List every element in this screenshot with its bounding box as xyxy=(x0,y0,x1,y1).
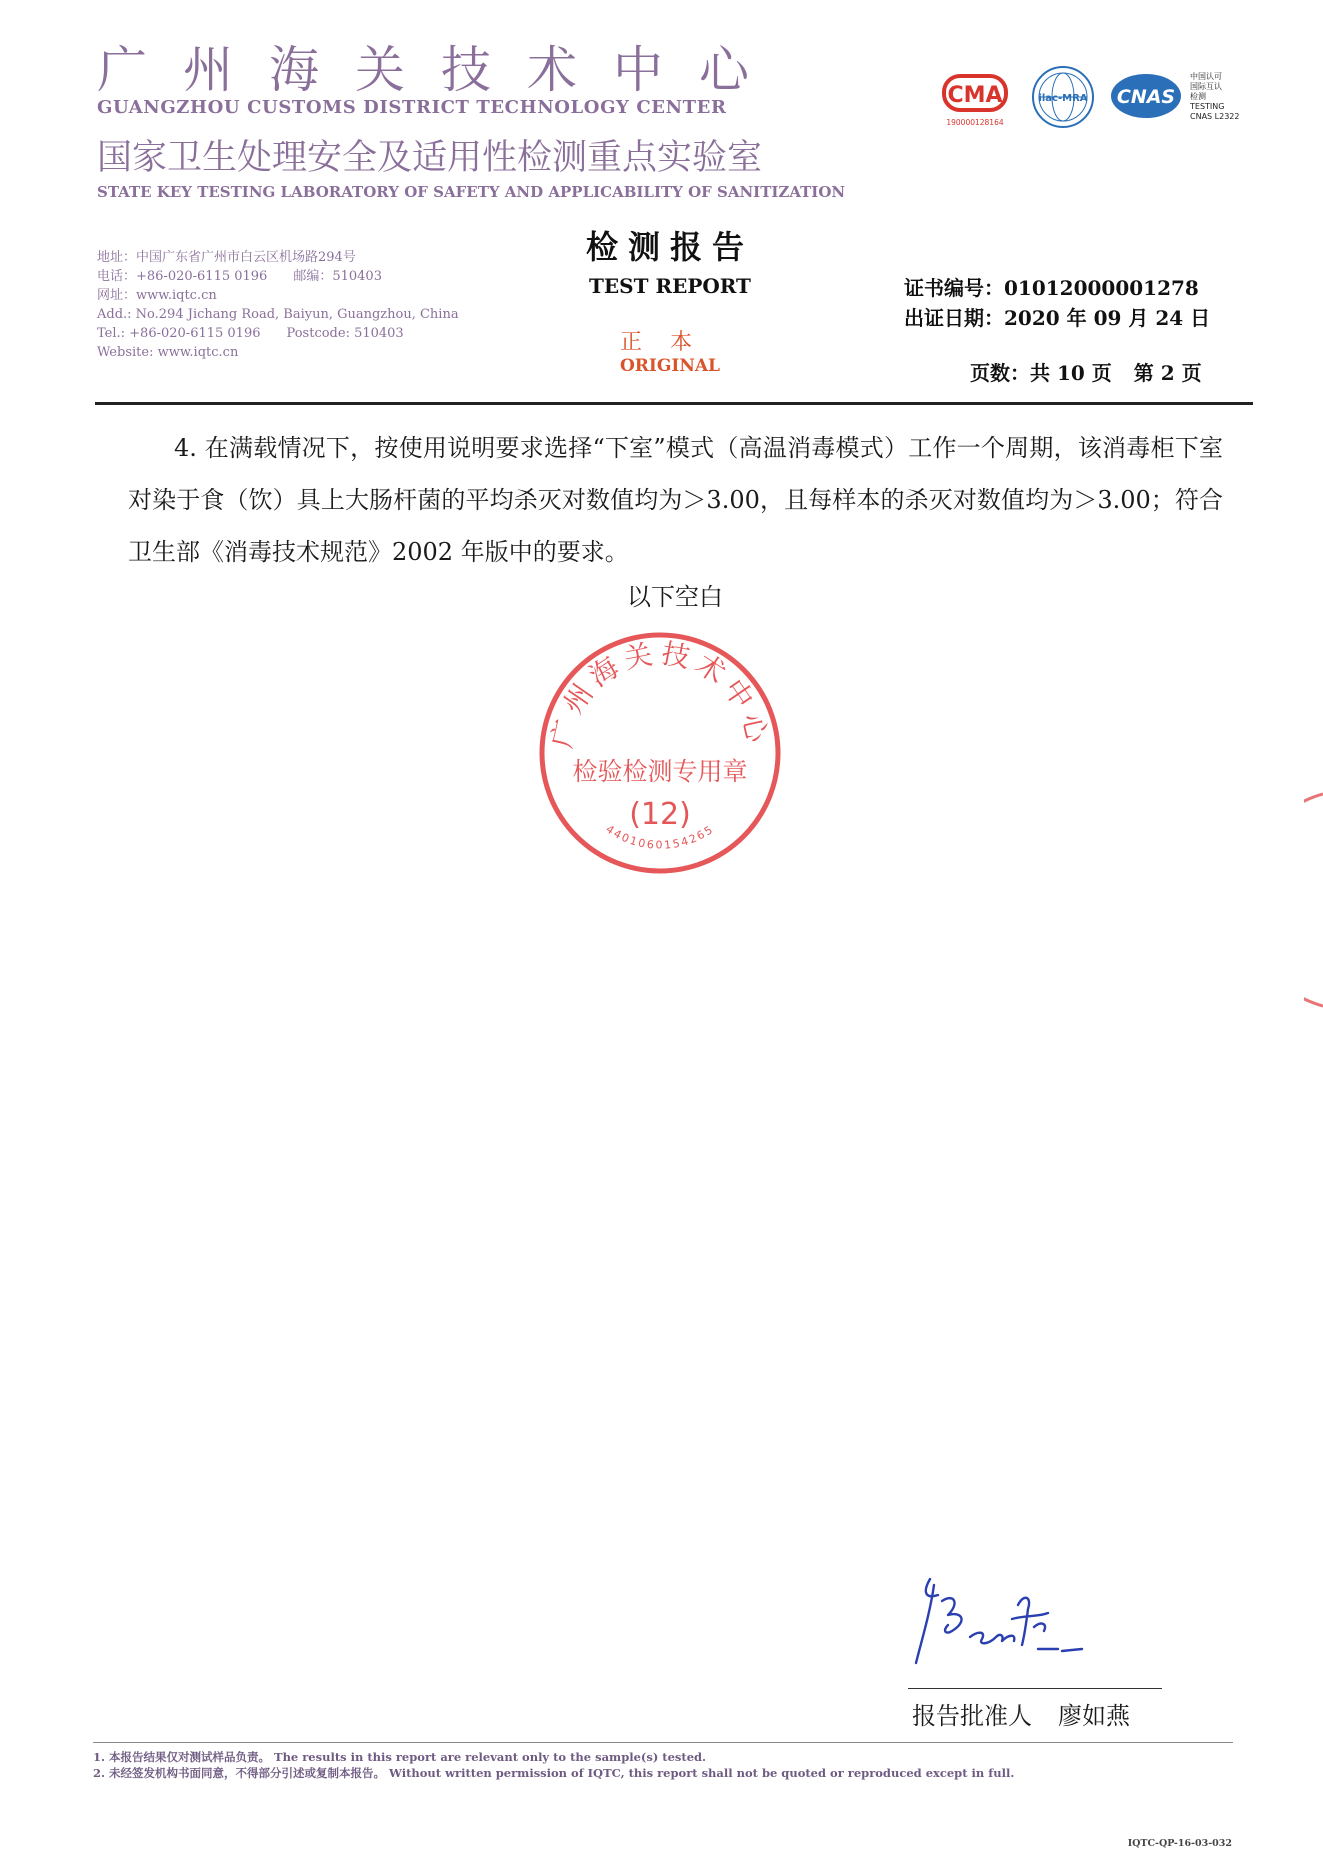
page-count xyxy=(970,357,1270,386)
cnas-text-line: 检测 xyxy=(1190,92,1206,101)
footnotes xyxy=(93,1749,1273,1781)
contact-phone-en-row xyxy=(97,324,567,343)
header-divider xyxy=(95,402,1253,405)
report-title-en: TEST REPORT xyxy=(589,274,751,298)
form-code: IQTC-QP-16-03-032 xyxy=(1127,1838,1232,1849)
seal-code: 4401060154265 xyxy=(603,822,717,852)
ilac-logo-text: ilac-MRA xyxy=(1038,93,1088,104)
pages-total: 页数：共 10 页 xyxy=(970,361,1112,385)
contact-postcode-en: Postcode: 510403 xyxy=(286,326,404,341)
blank-below-note: 以下空白 xyxy=(627,583,723,611)
cnas-text-line: 中国认可 xyxy=(1190,72,1222,81)
contact-web-en: Website: www.iqtc.cn xyxy=(97,345,239,360)
cnas-accreditation-text xyxy=(1190,72,1270,122)
approver-name: 廖如燕 xyxy=(1058,1702,1130,1730)
handwritten-signature xyxy=(908,1565,1108,1675)
contact-address-en: Add.: No.294 Jichang Road, Baiyun, Guangzhou, China xyxy=(97,307,459,322)
edge-seal-fragment xyxy=(1304,790,1323,1010)
original-stamp-cn: 正本 xyxy=(619,330,720,355)
approver-label: 报告批准人 xyxy=(912,1702,1032,1730)
page-current: 第 2 页 xyxy=(1133,361,1202,385)
cnas-text-line: TESTING xyxy=(1190,102,1225,111)
contact-phone-cn: 电话：+86-020-6115 0196 xyxy=(97,269,268,284)
lab-name-cn: 国家卫生处理安全及适用性检测重点实验室 xyxy=(97,138,763,178)
certificate-number: 证书编号：01012000001278 xyxy=(904,276,1199,300)
org-name-en: GUANGZHOU CUSTOMS DISTRICT TECHNOLOGY CENTER xyxy=(97,97,727,118)
result-paragraph: 4. 在满载情况下，按使用说明要求选择“下室”模式（高温消毒模式）工作一个周期，该消毒柜下室对染于食（饮）具上大肠杆菌的平均杀灭对数值均为＞3.00，且每样本的杀灭对数值均为＞3.00；符合卫生部《消毒技术规范》2002 年版中的要求。 xyxy=(128,434,1223,566)
cnas-text-line: 国际互认 xyxy=(1190,82,1222,91)
svg-text:广州海关技术中心 xyxy=(545,637,775,751)
contact-phone-cn-row xyxy=(97,267,567,286)
contact-phone-en: Tel.: +86-020-6115 0196 xyxy=(97,326,261,341)
cnas-logo xyxy=(1108,70,1184,122)
seal-arc-text: 广州海关技术中心 xyxy=(545,636,775,751)
issue-date: 出证日期：2020 年 09 月 24 日 xyxy=(904,306,1211,330)
official-seal xyxy=(530,628,790,878)
approver-underline xyxy=(908,1688,1162,1689)
report-title-cn: 检测报告 xyxy=(585,228,754,266)
ilac-mra-logo xyxy=(1030,64,1096,130)
footnote-1: 1. 本报告结果仅对测试样品负责。 The results in this report are relevant only to the sample(s) tested. xyxy=(93,1750,707,1764)
footnote-2: 2. 未经签发机构书面同意，不得部分引述或复制本报告。 Without written permission of IQTC, this report shall not be quoted or reproduced except in full. xyxy=(93,1766,1015,1780)
cnas-logo-text: CNAS xyxy=(1116,86,1176,108)
contact-postcode-cn: 邮编：510403 xyxy=(293,269,382,284)
contact-web-cn: 网址：www.iqtc.cn xyxy=(97,288,217,303)
cma-number: 190000128164 xyxy=(946,118,1004,127)
contact-address-cn: 地址：中国广东省广州市白云区机场路294号 xyxy=(97,250,356,265)
footer-divider xyxy=(93,1742,1233,1743)
seal-center-text: 检验检测专用章 xyxy=(572,757,748,786)
cma-logo xyxy=(940,70,1010,132)
seal-number: (12) xyxy=(629,797,691,832)
cnas-text-line: CNAS L2322 xyxy=(1190,112,1240,121)
approver-line xyxy=(912,1696,1172,1731)
original-stamp-en: ORIGINAL xyxy=(619,356,721,376)
org-name-cn: 广州海关技术中心 xyxy=(97,41,785,99)
cma-logo-text: CMA xyxy=(947,83,1003,108)
lab-name-en: STATE KEY TESTING LABORATORY OF SAFETY AND APPLICABILITY OF SANITIZATION xyxy=(97,183,846,201)
contact-block xyxy=(97,248,567,362)
